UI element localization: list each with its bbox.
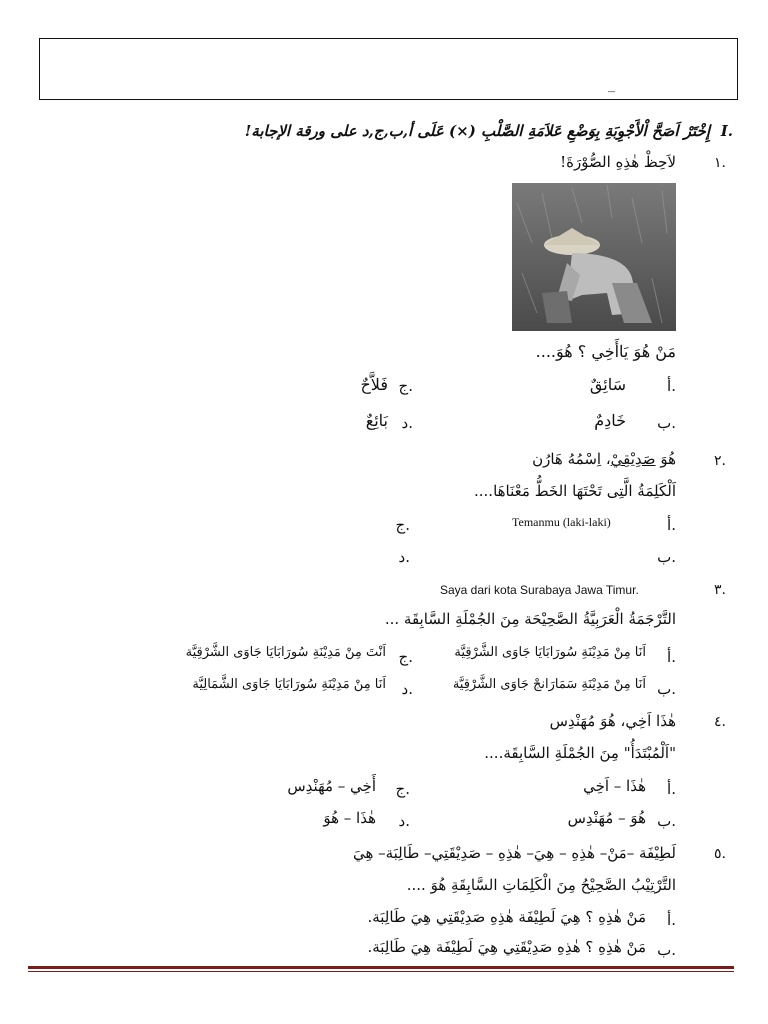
q5-question: التَّرْتِيْبُ الصَّحِيْحُ مِنَ الْكَلِمَاتِ السَّابِقَةِ هُوَ .... [406,876,676,894]
q2-sentence [532,450,676,468]
q5-sentence: لَطِيْفَة –مَنْ– هٰذِهِ – هِيَ– هٰذِهِ – صَدِيْقَتِي– طَالِبَة– هِيَ [352,844,676,862]
q3-number: ٣. [714,582,726,598]
q4-option-a-letter: أ. [667,780,676,798]
q1-prompt: لاَحِظْ هٰذِهِ الصُّوْرَةَ! [560,153,676,171]
q3-option-a-letter: أ. [667,648,676,666]
footer-rule-thick [28,966,734,969]
footer-rule-thin [28,971,734,972]
q2-underlined-word: صَدِيْقِيْ [610,450,656,468]
q3-option-c-text: اَنْتَ مِنْ مَدِيْنَةِ سُورَابَايَا جَاوَى الشَّرْقِيَّة [185,645,386,660]
q2-option-a-text: Temanmu (laki-laki) [512,515,611,529]
q1-option-d-letter: د. [401,414,413,432]
q4-option-a-text: هٰذَا – اَخِي [583,777,646,795]
q4-option-c-letter: ج. [395,780,410,798]
q5-option-b-text: مَنْ هٰذِهِ ؟ هٰذِهِ صَدِيْقَتِي هِيَ لَطِيْفَة هِيَ طَالِبَة. [367,938,646,956]
q4-question: "اَلْمُبْتَدَأُ" مِنَ الجُمْلَةِ السَّابِقَة.... [484,744,676,762]
q2-number: ٢. [714,453,726,469]
q2-option-b-letter: ب. [657,548,676,566]
q1-option-c-letter: ج. [398,377,413,395]
q5-number: ٥. [714,846,726,862]
q5-option-a-text: مَنْ هٰذِهِ ؟ هِيَ لَطِيْفَة هٰذِهِ صَدِيْقَتِي هِيَ طَالِبَة. [367,908,646,926]
q3-option-a-text: اَنَا مِنْ مَدِيْنَةِ سُورَابَايَا جَاوَى الشَّرْقِيَّة [454,645,646,660]
q1-number: ١. [714,155,726,171]
q1-option-a-letter: أ. [667,377,676,395]
q5-option-a-letter: أ. [667,911,676,929]
q2-option-a-letter: أ. [667,516,676,534]
q4-number: ٤. [714,714,726,730]
q3-option-b-letter: ب. [657,680,676,698]
q3-option-b-text: اَنَا مِنْ مَدِيْنَةِ سَمَارَانجْ جَاوَى الشَّرْقِيَّة [452,677,646,692]
q4-sentence: هٰذَا اَخِي، هُوَ مُهَنْدِس [549,712,676,730]
farmer-photo-icon [512,183,676,331]
q5-option-b-letter: ب. [657,941,676,959]
header-dash: _ [608,77,615,93]
q1-option-a-text: سَائِقٌ [589,375,626,394]
q3-question: التَّرْجَمَةُ الْعَرَبِيَّةُ الصَّحِيْحَة مِنَ الجُمْلَةِ السَّابِقَة ... [384,610,676,628]
q4-option-b-text: هُوَ – مُهَنْدِس [567,809,646,827]
instruction-text: إِخْتَرْ اَصَحَّ اْلأَجْوِبَةِ بِوَضْعِ عَلاَمَةِ الصَّلْبِ (×) عَلَى أ,ب,ج,د على ورقة الإجابة! [244,122,710,140]
q4-option-d-letter: د. [398,812,410,830]
q1-question: مَنْ هُوَ يَاأَخِي ؟ هُوَ.... [535,342,676,361]
q4-option-b-letter: ب. [657,812,676,830]
q1-option-c-text: فَلاَّحٌ [360,375,388,394]
q3-sentence: Saya dari kota Surabaya Jawa Timur. [440,583,639,597]
q4-option-d-text: هٰذَا – هُوَ [323,809,376,827]
q2-question: اَلْكَلِمَةُ الَّتِى تَحْتَهَا الخَطُّ مَعْنَاهَا.... [474,482,676,500]
instruction-roman-numeral: I. [720,122,733,140]
header-box [39,38,738,100]
q2-option-c-letter: ج. [395,516,410,534]
q1-option-d-text: بَائِعٌ [365,411,388,430]
q2-option-d-letter: د. [398,548,410,566]
q1-option-b-text: خَادِمٌ [594,411,626,430]
q4-option-c-text: أَخِي – مُهَنْدِس [287,777,376,795]
q3-option-d-text: اَنَا مِنْ مَدِيْنَةِ سُورَابَايَا جَاوَى الشَّمَالِيَّة [192,677,386,692]
q2-sentence-end: ، اِسْمُهُ هَارُن [532,450,611,468]
q1-option-b-letter: ب. [657,414,676,432]
q3-option-c-letter: ج. [398,648,413,666]
q3-option-d-letter: د. [401,680,413,698]
q2-sentence-start: هُوَ [655,450,676,468]
